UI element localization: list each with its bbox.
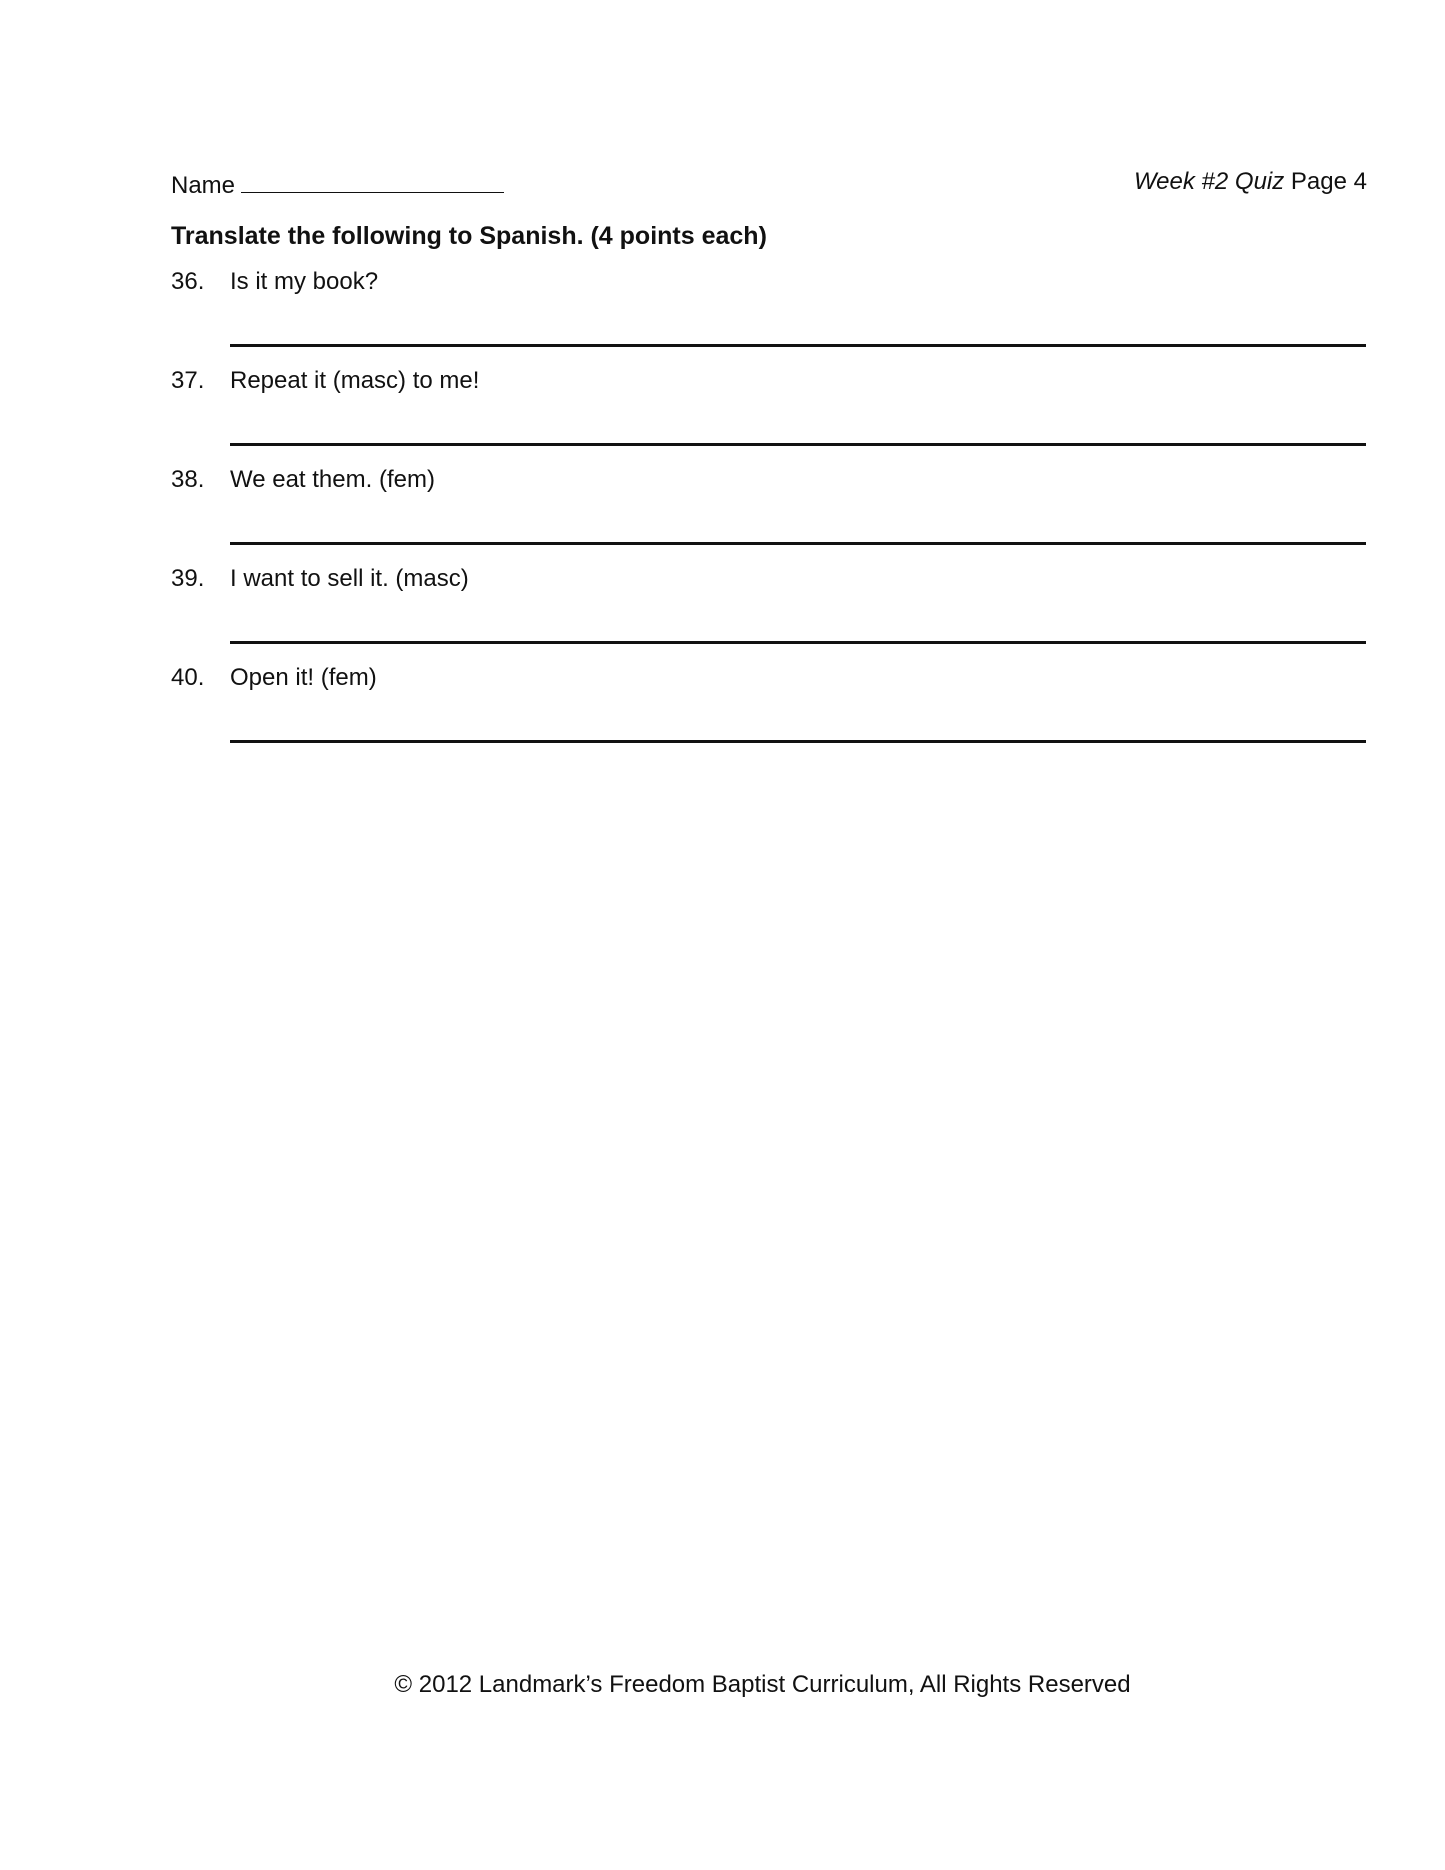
name-label: Name xyxy=(171,172,236,199)
copyright-footer: © 2012 Landmark’s Freedom Baptist Curriculum, All Rights Reserved xyxy=(394,1671,1131,1698)
name-blank-line[interactable] xyxy=(241,168,504,193)
question-text: Repeat it (masc) to me! xyxy=(230,367,480,394)
question-item xyxy=(171,664,1367,764)
question-number: 37. xyxy=(171,367,205,394)
answer-line[interactable] xyxy=(230,443,1366,446)
answer-line[interactable] xyxy=(230,740,1366,743)
page-header xyxy=(171,168,1367,202)
question-text: Is it my book? xyxy=(230,268,379,295)
question-number: 39. xyxy=(171,565,205,592)
name-field xyxy=(171,168,504,200)
answer-line[interactable] xyxy=(230,344,1366,347)
page-number: Page 4 xyxy=(1290,168,1367,195)
answer-line[interactable] xyxy=(230,641,1366,644)
question-text: We eat them. (fem) xyxy=(230,466,435,493)
question-item xyxy=(171,466,1367,566)
question-item xyxy=(171,268,1367,368)
quiz-title: Week #2 Quiz xyxy=(1133,168,1285,195)
question-item xyxy=(171,367,1367,467)
question-text: Open it! (fem) xyxy=(230,664,377,691)
question-text: I want to sell it. (masc) xyxy=(230,565,469,592)
question-number: 40. xyxy=(171,664,205,691)
question-number: 36. xyxy=(171,268,205,295)
page-info xyxy=(1134,168,1367,196)
answer-line[interactable] xyxy=(230,542,1366,545)
instructions-heading: Translate the following to Spanish. (4 points each) xyxy=(171,222,767,250)
question-item xyxy=(171,565,1367,665)
question-number: 38. xyxy=(171,466,205,493)
